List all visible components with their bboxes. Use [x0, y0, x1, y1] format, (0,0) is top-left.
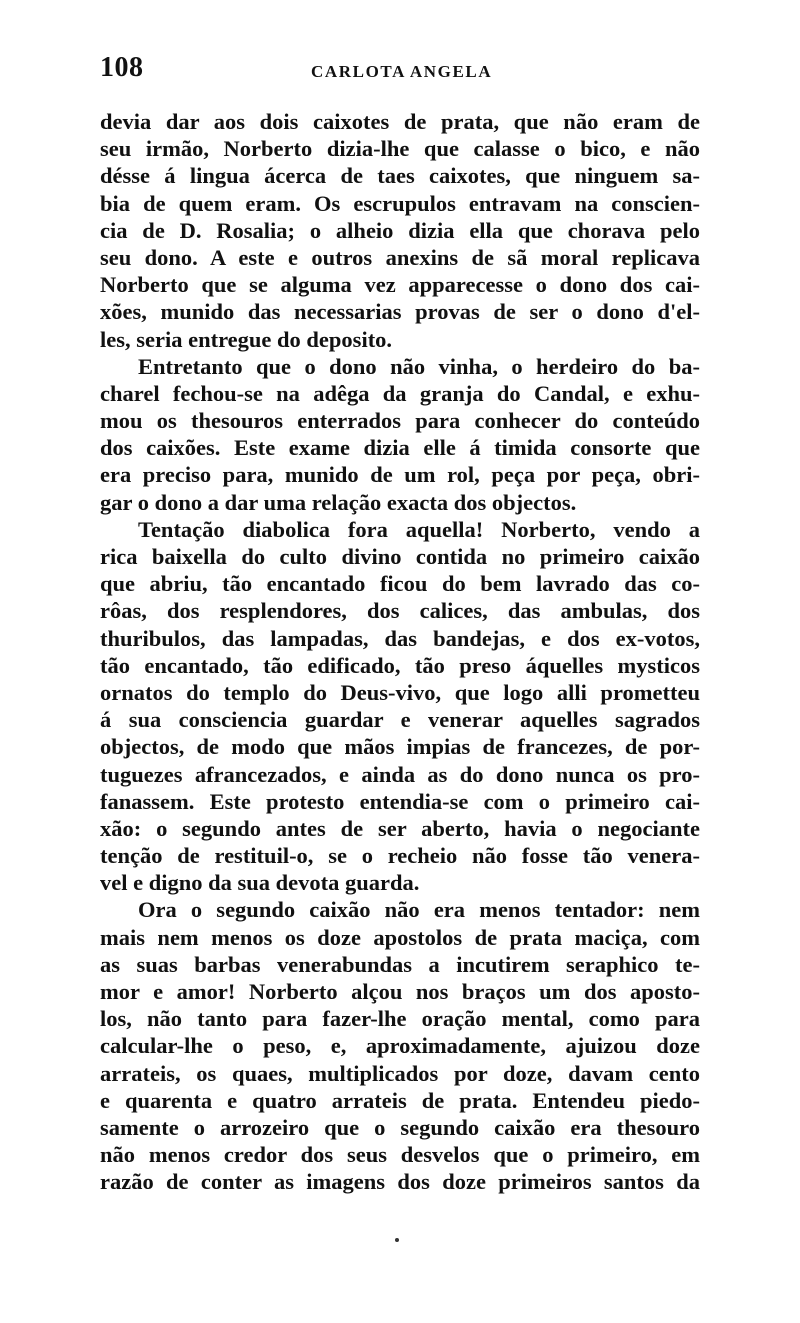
text-line: samente o arrozeiro que o segundo caixão era thesouro [100, 1114, 700, 1140]
text-line: mais nem menos os doze apostolos de prata maciça, com [100, 924, 700, 950]
text-line: razão de conter as imagens dos doze primeiros santos da [100, 1169, 700, 1195]
text-line: Norberto que se alguma vez apparecesse o dono dos cai- [100, 272, 700, 298]
text-line: as suas barbas venerabundas a incutirem seraphico te- [100, 951, 700, 977]
text-line: seu irmão, Norberto dizia-lhe que calasse o bico, e não [100, 136, 700, 162]
text-line: devia dar aos dois caixotes de prata, que não eram de [100, 109, 700, 134]
text-line: era preciso para, munido de um rol, peça por peça, obri- [100, 462, 700, 488]
paragraph-first-line: Entretanto que o dono não vinha, o herdeiro do ba- [138, 353, 700, 379]
text-line: arrateis, os quaes, multiplicados por doze, davam cento [100, 1060, 700, 1086]
print-speck [395, 1238, 399, 1242]
text-line: objectos, de modo que mãos impias de francezes, de por- [100, 734, 700, 760]
text-line: rôas, dos resplendores, dos calices, das ambulas, dos [100, 598, 700, 624]
body-text [100, 108, 700, 1196]
text-line: e quarenta e quatro arrateis de prata. Entendeu piedo- [100, 1087, 700, 1113]
text-line: dos caixões. Este exame dizia elle á timida consorte que [100, 435, 700, 461]
text-line: cia de D. Rosalia; o alheio dizia ella que chorava pelo [100, 217, 700, 243]
running-head [100, 52, 700, 88]
text-line: vel e digno da sua devota guarda. [100, 870, 420, 896]
text-line: mou os thesouros enterrados para conhecer do conteúdo [100, 408, 700, 434]
text-line: tenção de restituil-o, se o recheio não fosse tão venera- [100, 843, 700, 869]
text-line: que abriu, tão encantado ficou do bem lavrado das co- [100, 571, 700, 597]
text-line: tuguezes afrancezados, e ainda as do dono nunca os pro- [100, 761, 700, 787]
paragraph-first-line: Ora o segundo caixão não era menos tentador: nem [138, 897, 700, 923]
text-line: tão encantado, tão edificado, tão preso áquelles mysticos [100, 652, 700, 678]
text-line: seu dono. A este e outros anexins de sã moral replicava [100, 244, 700, 270]
text-line: los, não tanto para fazer-lhe oração mental, como para [100, 1006, 700, 1032]
text-line: les, seria entregue do deposito. [100, 326, 393, 352]
text-line: désse á lingua ácerca de taes caixotes, que ninguem sa- [100, 163, 700, 189]
text-line: ornatos do templo do Deus-vivo, que logo alli prometteu [100, 679, 700, 705]
text-line: calcular-lhe o peso, e, aproximadamente, ajuizou doze [100, 1033, 700, 1059]
text-line: rica baixella do culto divino contida no primeiro caixão [100, 544, 700, 569]
text-line: não menos credor dos seus desvelos que o primeiro, em [100, 1142, 700, 1168]
running-title: CARLOTA ANGELA [311, 62, 493, 81]
text-line: mor e amor! Norberto alçou nos braços um dos aposto- [100, 979, 700, 1004]
text-line: gar o dono a dar uma relação exacta dos objectos. [100, 489, 577, 515]
text-line: charel fechou-se na adêga da granja do Candal, e exhu- [100, 380, 700, 406]
text-line: thuribulos, das lampadas, das bandejas, e dos ex-votos, [100, 625, 700, 651]
text-line: xão: o segundo antes de ser aberto, havia o negociante [100, 815, 700, 841]
text-line: bia de quem eram. Os escrupulos entravam na conscien- [100, 190, 700, 216]
text-line: á sua consciencia guardar e venerar aquelles sagrados [100, 707, 700, 733]
page-number: 108 [100, 52, 144, 83]
paragraph-first-line: Tentação diabolica fora aquella! Norberto, vendo a [138, 516, 700, 542]
text-line: fanassem. Este protesto entendia-se com o primeiro cai- [100, 788, 700, 814]
text-line: xões, munido das necessarias provas de ser o dono d'el- [100, 299, 700, 325]
